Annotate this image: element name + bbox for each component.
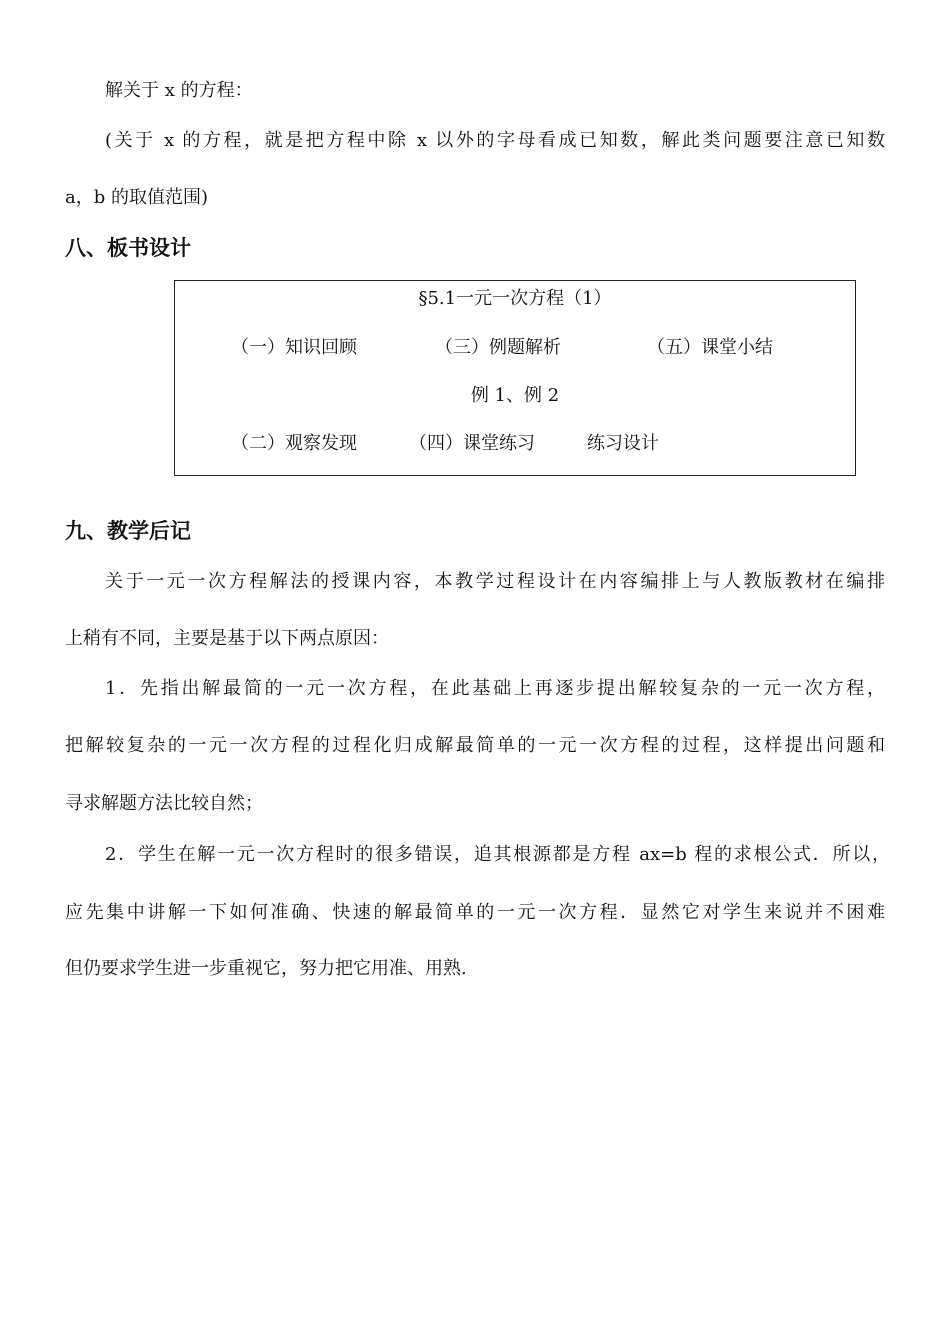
reflection-p1-line-2: 上稍有不同，主要是基于以下两点原因： <box>65 628 389 649</box>
reflection-p2-line-2: 把解较复杂的一元一次方程的过程化归成解最简单的一元一次方程的过程，这样提出问题和 <box>65 735 885 756</box>
board-item-2: （二）观察发现 <box>231 433 357 454</box>
board-examples: 例 1、例 2 <box>470 385 560 406</box>
board-design-box <box>174 280 856 476</box>
board-title: §5.1一元一次方程（1） <box>418 288 612 309</box>
section-8-heading: 八、板书设计 <box>65 236 191 260</box>
board-item-5: （五）课堂小结 <box>647 337 773 358</box>
section-9-heading: 九、教学后记 <box>65 519 191 543</box>
reflection-p3-line-3: 但仍要求学生进一步重视它，努力把它用准、用熟. <box>65 958 467 979</box>
reflection-p3-line-1: 2．学生在解一元一次方程时的很多错误，追其根源都是方程 ax=b 程的求根公式．所以， <box>105 844 890 865</box>
board-item-3: （三）例题解析 <box>435 337 561 358</box>
intro-line-3: a，b 的取值范围) <box>65 187 208 208</box>
reflection-p1-line-1: 关于一元一次方程解法的授课内容，本教学过程设计在内容编排上与人教版教材在编排 <box>105 571 885 592</box>
reflection-p3-line-2: 应先集中讲解一下如何准确、快速的解最简单的一元一次方程．显然它对学生来说并不困难 <box>65 902 885 923</box>
board-item-4: （四）课堂练习 <box>409 433 535 454</box>
reflection-p2-line-1: 1．先指出解最简的一元一次方程，在此基础上再逐步提出解较复杂的一元一次方程， <box>105 678 885 699</box>
board-item-1: （一）知识回顾 <box>231 337 357 358</box>
reflection-p2-line-3: 寻求解题方法比较自然； <box>65 793 263 814</box>
intro-line-1: 解关于 x 的方程： <box>105 80 253 101</box>
intro-line-2: (关于 x 的方程，就是把方程中除 x 以外的字母看成已知数，解此类问题要注意已知数 <box>105 130 885 151</box>
board-practice: 练习设计 <box>587 433 659 454</box>
